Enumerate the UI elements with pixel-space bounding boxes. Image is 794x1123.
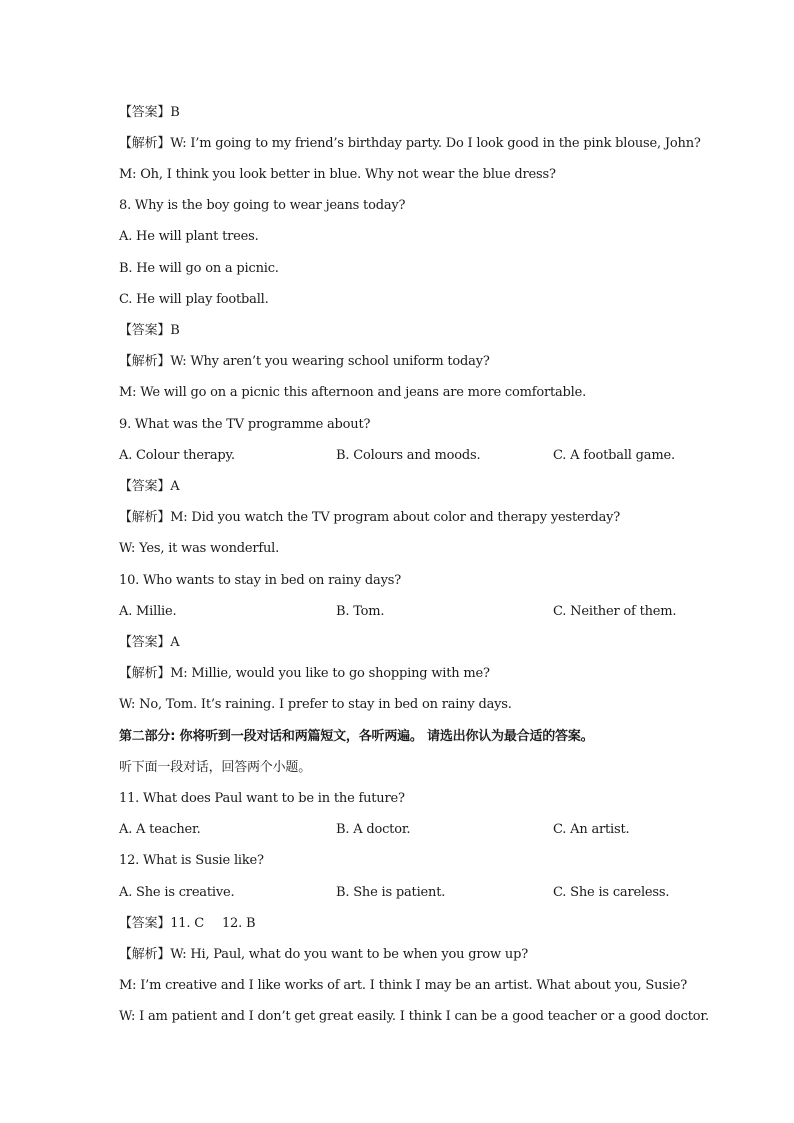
answer-key-line: 【答案】A xyxy=(119,635,180,650)
answer-key-line xyxy=(119,915,255,933)
explanation-line: 【解析】W: Why aren’t you wearing school uniform today? xyxy=(119,354,490,369)
answer-option: B. Tom. xyxy=(336,604,385,619)
question-line: 8. Why is the boy going to wear jeans today? xyxy=(119,198,406,213)
answer-option: A. She is creative. xyxy=(119,885,235,900)
answer-option: B. She is patient. xyxy=(336,885,446,900)
answer-key-line: 【答案】B xyxy=(119,105,180,120)
answer-options-row xyxy=(119,884,679,902)
answer-option: C. A football game. xyxy=(553,448,675,463)
question-line: 12. What is Susie like? xyxy=(119,853,264,868)
answer-option: C. An artist. xyxy=(553,822,630,837)
text-line: M: I’m creative and I like works of art. I think I may be an artist. What about you, Susie? xyxy=(119,978,687,993)
answer-options-row xyxy=(119,447,679,465)
question-line: 10. Who wants to stay in bed on rainy days? xyxy=(119,573,401,588)
answer-option: A. Millie. xyxy=(119,604,177,619)
answer-key-12: 12. B xyxy=(221,916,256,931)
explanation-line: 【解析】W: I’m going to my friend’s birthday party. Do I look good in the pink blouse, John? xyxy=(119,136,701,151)
answer-options-row xyxy=(119,603,679,621)
answer-key-line: 【答案】A xyxy=(119,479,180,494)
explanation-line: 【解析】W: Hi, Paul, what do you want to be when you grow up? xyxy=(119,947,528,962)
explanation-line: 【解析】M: Did you watch the TV program about color and therapy yesterday? xyxy=(119,510,621,525)
answer-option: C. Neither of them. xyxy=(553,604,677,619)
answer-option: A. A teacher. xyxy=(119,822,201,837)
text-line: 听下面一段对话，回答两个小题。 xyxy=(119,760,312,775)
text-line: W: I am patient and I don’t get great easily. I think I can be a good teacher or a good doctor. xyxy=(119,1009,709,1024)
answer-key-11: 【答案】11. C xyxy=(119,916,204,931)
answer-key-line: 【答案】B xyxy=(119,323,180,338)
answer-option: B. Colours and moods. xyxy=(336,448,481,463)
question-line: 11. What does Paul want to be in the future? xyxy=(119,791,405,806)
text-line: M: Oh, I think you look better in blue. Why not wear the blue dress? xyxy=(119,167,556,182)
answer-option: B. He will go on a picnic. xyxy=(119,261,279,276)
text-line: W: Yes, it was wonderful. xyxy=(119,541,280,556)
section-heading: 第二部分: 你将听到一段对话和两篇短文，各听两遍。 请选出你认为最合适的答案。 xyxy=(119,729,594,744)
answer-options-row xyxy=(119,821,679,839)
text-line: M: We will go on a picnic this afternoon and jeans are more comfortable. xyxy=(119,385,587,400)
question-line: 9. What was the TV programme about? xyxy=(119,417,371,432)
answer-option: C. He will play football. xyxy=(119,292,269,307)
text-line: W: No, Tom. It’s raining. I prefer to stay in bed on rainy days. xyxy=(119,697,512,712)
answer-option: C. She is careless. xyxy=(553,885,670,900)
answer-option: A. He will plant trees. xyxy=(119,229,259,244)
answer-option: B. A doctor. xyxy=(336,822,411,837)
answer-option: A. Colour therapy. xyxy=(119,448,235,463)
explanation-line: 【解析】M: Millie, would you like to go shopping with me? xyxy=(119,666,490,681)
